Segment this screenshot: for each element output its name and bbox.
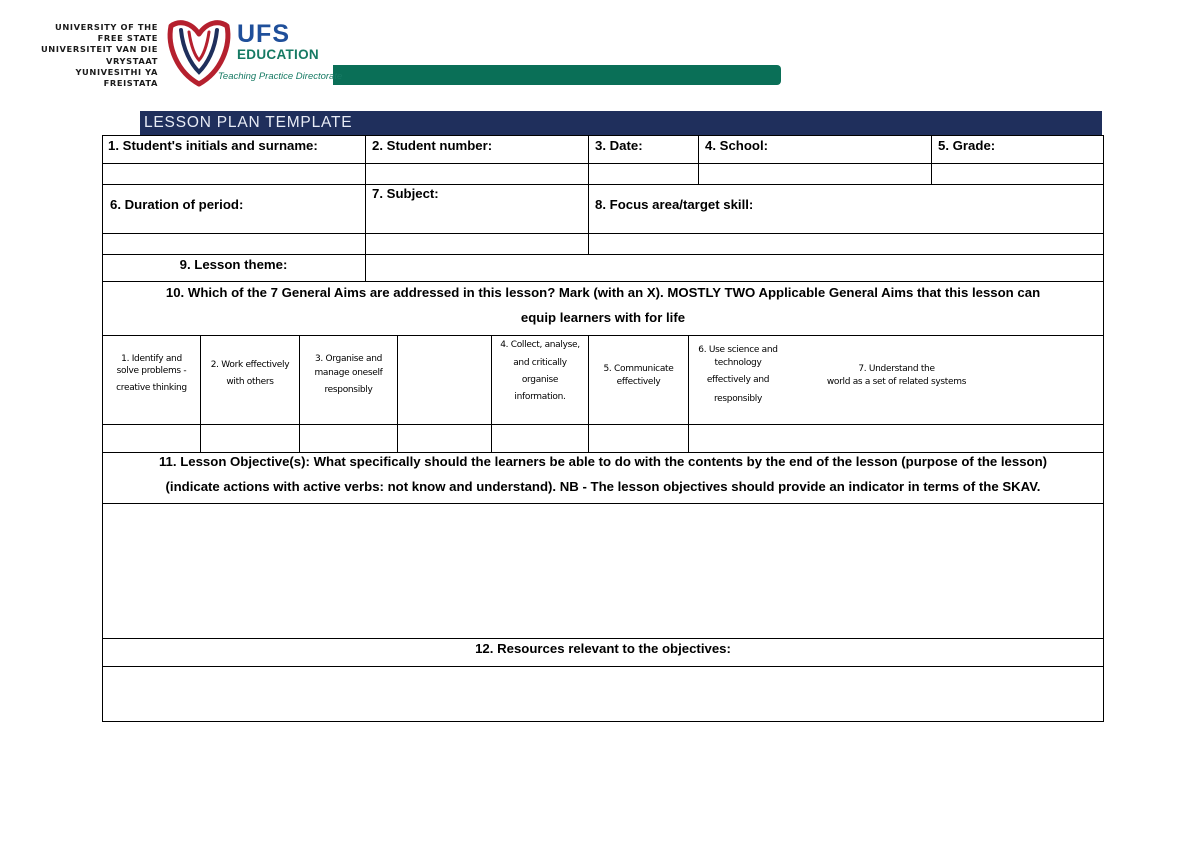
- aim-1-mark[interactable]: [103, 425, 200, 452]
- brand-color-bar: [333, 65, 781, 85]
- lesson-plan-form: [102, 135, 1104, 722]
- grade-field[interactable]: [932, 164, 1103, 184]
- aims-question-line2: equip learners with for life: [520, 310, 686, 325]
- aim-7-mark[interactable]: [689, 425, 1103, 452]
- objectives-line2: (indicate actions with active verbs: not know and understand). NB - The lesson objectives should provide an indicator in terms of the SKAV.: [165, 479, 1041, 494]
- objectives-field[interactable]: [103, 504, 1103, 638]
- resources-field[interactable]: [103, 667, 1103, 721]
- resources-label: 12. Resources relevant to the objectives:: [475, 641, 731, 656]
- faculty-name: EDUCATION: [237, 47, 319, 62]
- subject-field[interactable]: [366, 234, 588, 254]
- general-aim-4: 4. Collect, analyse, and critically organise information.: [500, 340, 580, 402]
- focus-area-label: 8. Focus area/target skill:: [595, 197, 754, 212]
- general-aim-6: 6. Use science and technology effectively and responsibly: [698, 345, 778, 404]
- aim-4-mark[interactable]: [398, 425, 491, 452]
- aim-5-mark[interactable]: [492, 425, 588, 452]
- lesson-theme-label: 9. Lesson theme:: [179, 257, 288, 272]
- university-line: FREISTATA: [103, 78, 158, 89]
- general-aim-2: 2. Work effectively with others: [210, 360, 290, 387]
- aim-6-mark[interactable]: [589, 425, 688, 452]
- aims-question-line1: 10. Which of the 7 General Aims are addressed in this lesson? Mark (with an X). MOSTLY TWO Applicable General Aims that this lesson can: [165, 285, 1041, 300]
- focus-area-field[interactable]: [589, 234, 1103, 254]
- university-line: YUNIVESITHI YA: [75, 66, 158, 77]
- page-title: LESSON PLAN TEMPLATE: [144, 114, 353, 131]
- university-line: FREE STATE: [97, 33, 158, 44]
- university-line: VRYSTAAT: [105, 55, 158, 66]
- general-aim-5: 5. Communicate effectively: [603, 364, 674, 387]
- student-number-label: 2. Student number:: [372, 138, 493, 153]
- duration-label: 6. Duration of period:: [110, 197, 244, 212]
- university-name: [40, 22, 158, 89]
- directorate-tagline: Teaching Practice Directorate: [218, 71, 343, 82]
- general-aim-1: 1. Identify and solve problems - creative thinking: [116, 354, 187, 393]
- school-label: 4. School:: [705, 138, 769, 153]
- school-field[interactable]: [699, 164, 931, 184]
- student-name-field[interactable]: [103, 164, 365, 184]
- date-label: 3. Date:: [595, 138, 643, 153]
- student-name-label: 1. Student's initials and surname:: [108, 138, 318, 153]
- general-aim-7: 7. Understand the world as a set of related systems: [826, 364, 967, 387]
- objectives-line1: 11. Lesson Objective(s): What specifically should the learners be able to do with the contents by the end of the lesson (purpose of the lesson): [158, 454, 1048, 469]
- subject-label: 7. Subject:: [372, 186, 439, 201]
- lesson-theme-field[interactable]: [366, 255, 1103, 281]
- date-field[interactable]: [589, 164, 698, 184]
- university-line: UNIVERSITEIT VAN DIE: [40, 44, 158, 55]
- aim-2-mark[interactable]: [201, 425, 299, 452]
- general-aim-3: 3. Organise and manage oneself responsibly: [314, 354, 383, 395]
- student-number-field[interactable]: [366, 164, 588, 184]
- duration-field[interactable]: [103, 234, 365, 254]
- aim-3-mark[interactable]: [300, 425, 397, 452]
- university-line: UNIVERSITY OF THE: [55, 22, 158, 32]
- brand-name: UFS: [237, 20, 290, 48]
- grade-label: 5. Grade:: [938, 138, 996, 153]
